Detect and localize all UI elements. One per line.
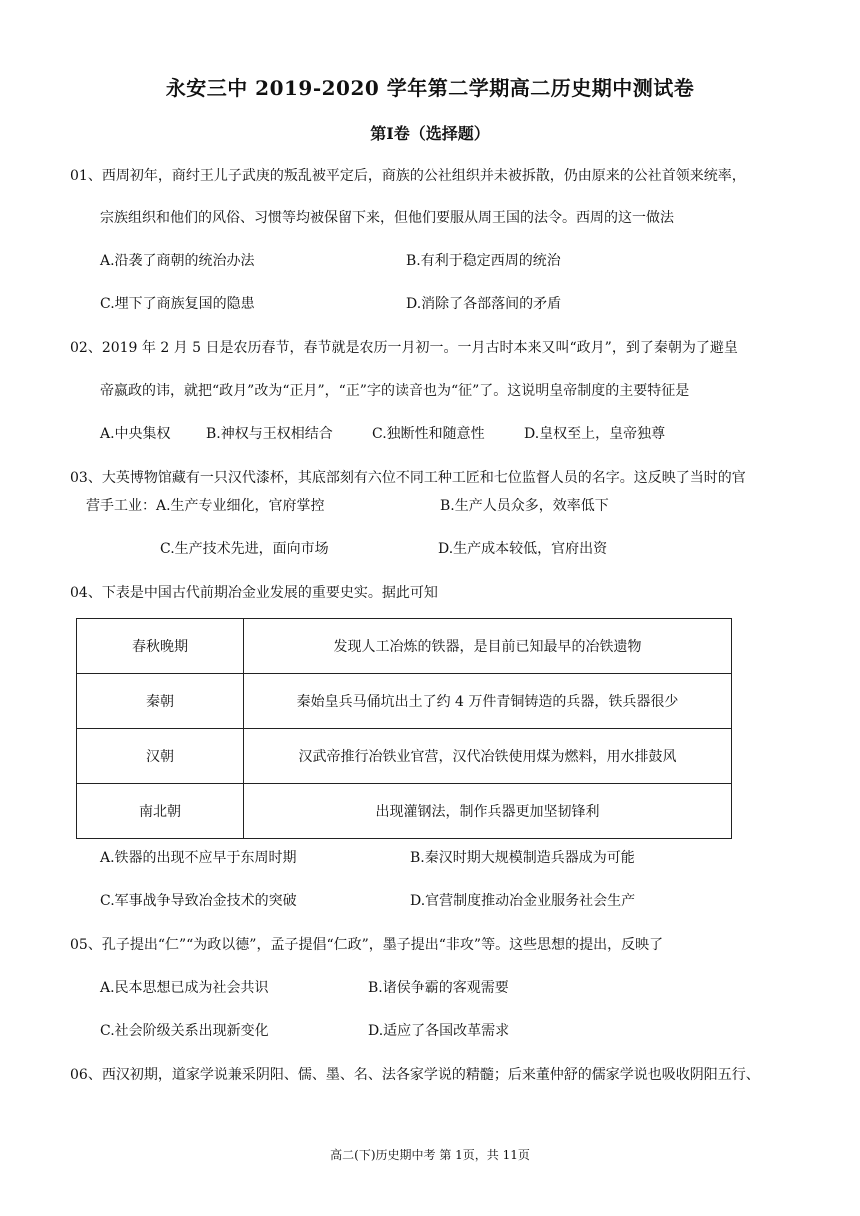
table-row [77,784,732,839]
q6-stem-line1: 06、西汉初期，道家学说兼采阴阳、儒、墨、名、法各家学说的精髓；后来董仲舒的儒家学说也吸收阴阳五行、 [70,1067,760,1083]
q5-stem: 05、孔子提出“仁”“为政以德”，孟子提倡“仁政”，墨子提出“非攻”等。这些思想的提出，反映了 [70,937,664,953]
q3-stem-line1: 03、大英博物馆藏有一只汉代漆杯，其底部刻有六位不同工种工匠和七位监督人员的名字。这反映了当时的官 [70,470,746,486]
q4-option-a: A.铁器的出现不应早于东周时期 [100,850,297,866]
q4-option-d: D.官营制度推动冶金业服务社会生产 [410,893,636,909]
table-cell-period: 南北朝 [77,784,244,839]
q1-option-c: C.埋下了商族复国的隐患 [100,296,255,312]
table-cell-period: 秦朝 [77,674,244,729]
table-row [77,619,732,674]
q2-option-a: A.中央集权 [100,426,171,442]
table-row [77,729,732,784]
table-cell-fact: 汉武帝推行冶铁业官营，汉代冶铁使用煤为燃料，用水排鼓风 [244,729,732,784]
table-cell-period: 春秋晚期 [77,619,244,674]
table-row [77,674,732,729]
q3-option-b: B.生产人员众多，效率低下 [440,498,609,514]
q5-option-d: D.适应了各国改革需求 [368,1023,510,1039]
q4-option-c: C.军事战争导致冶金技术的突破 [100,893,297,909]
table-cell-period: 汉朝 [77,729,244,784]
q2-option-c: C.独断性和随意性 [372,426,485,442]
q3-option-d: D.生产成本较低，官府出资 [438,541,608,557]
q2-option-b: B.神权与王权相结合 [206,426,333,442]
q1-option-a: A.沿袭了商朝的统治办法 [100,253,255,269]
q1-option-d: D.消除了各部落间的矛盾 [406,296,562,312]
exam-title: 永安三中 2019-2020 学年第二学期高二历史期中测试卷 [165,76,695,100]
q4-option-b: B.秦汉时期大规模制造兵器成为可能 [410,850,635,866]
table-cell-fact: 出现灌钢法，制作兵器更加坚韧锋利 [244,784,732,839]
q5-option-c: C.社会阶级关系出现新变化 [100,1023,269,1039]
q1-stem-line1: 01、西周初年，商纣王儿子武庚的叛乱被平定后，商族的公社组织并未被拆散，仍由原来的公社首领来统率， [70,168,746,184]
q5-option-a: A.民本思想已成为社会共识 [100,980,269,996]
q4-stem: 04、下表是中国古代前期冶金业发展的重要史实。据此可知 [70,585,438,601]
q3-option-c: C.生产技术先进，面向市场 [160,541,329,557]
table-cell-fact: 发现人工冶炼的铁器，是目前已知最早的冶铁遗物 [244,619,732,674]
q2-stem-line1: 02、2019 年 2 月 5 日是农历春节，春节就是农历一月初一。一月古时本来又叫“政月”，到了秦朝为了避皇 [70,340,738,356]
history-table [76,618,732,839]
q3-stem-line2: 营手工业：A.生产专业细化，官府掌控 [86,498,325,514]
page-footer: 高二(下)历史期中考 第 1页，共 11页 [330,1148,530,1162]
q1-option-b: B.有利于稳定西周的统治 [406,253,561,269]
section-heading: 第Ⅰ卷（选择题） [370,124,490,143]
q2-option-d: D.皇权至上，皇帝独尊 [524,426,666,442]
q2-stem-line2: 帝嬴政的讳，就把“政月”改为“正月”，“正”字的读音也为“征”了。这说明皇帝制度的主要特征是 [100,383,690,399]
table-cell-fact: 秦始皇兵马俑坑出土了约 4 万件青铜铸造的兵器，铁兵器很少 [244,674,732,729]
q1-stem-line2: 宗族组织和他们的风俗、习惯等均被保留下来，但他们要服从周王国的法令。西周的这一做法 [100,210,674,226]
q5-option-b: B.诸侯争霸的客观需要 [368,980,509,996]
